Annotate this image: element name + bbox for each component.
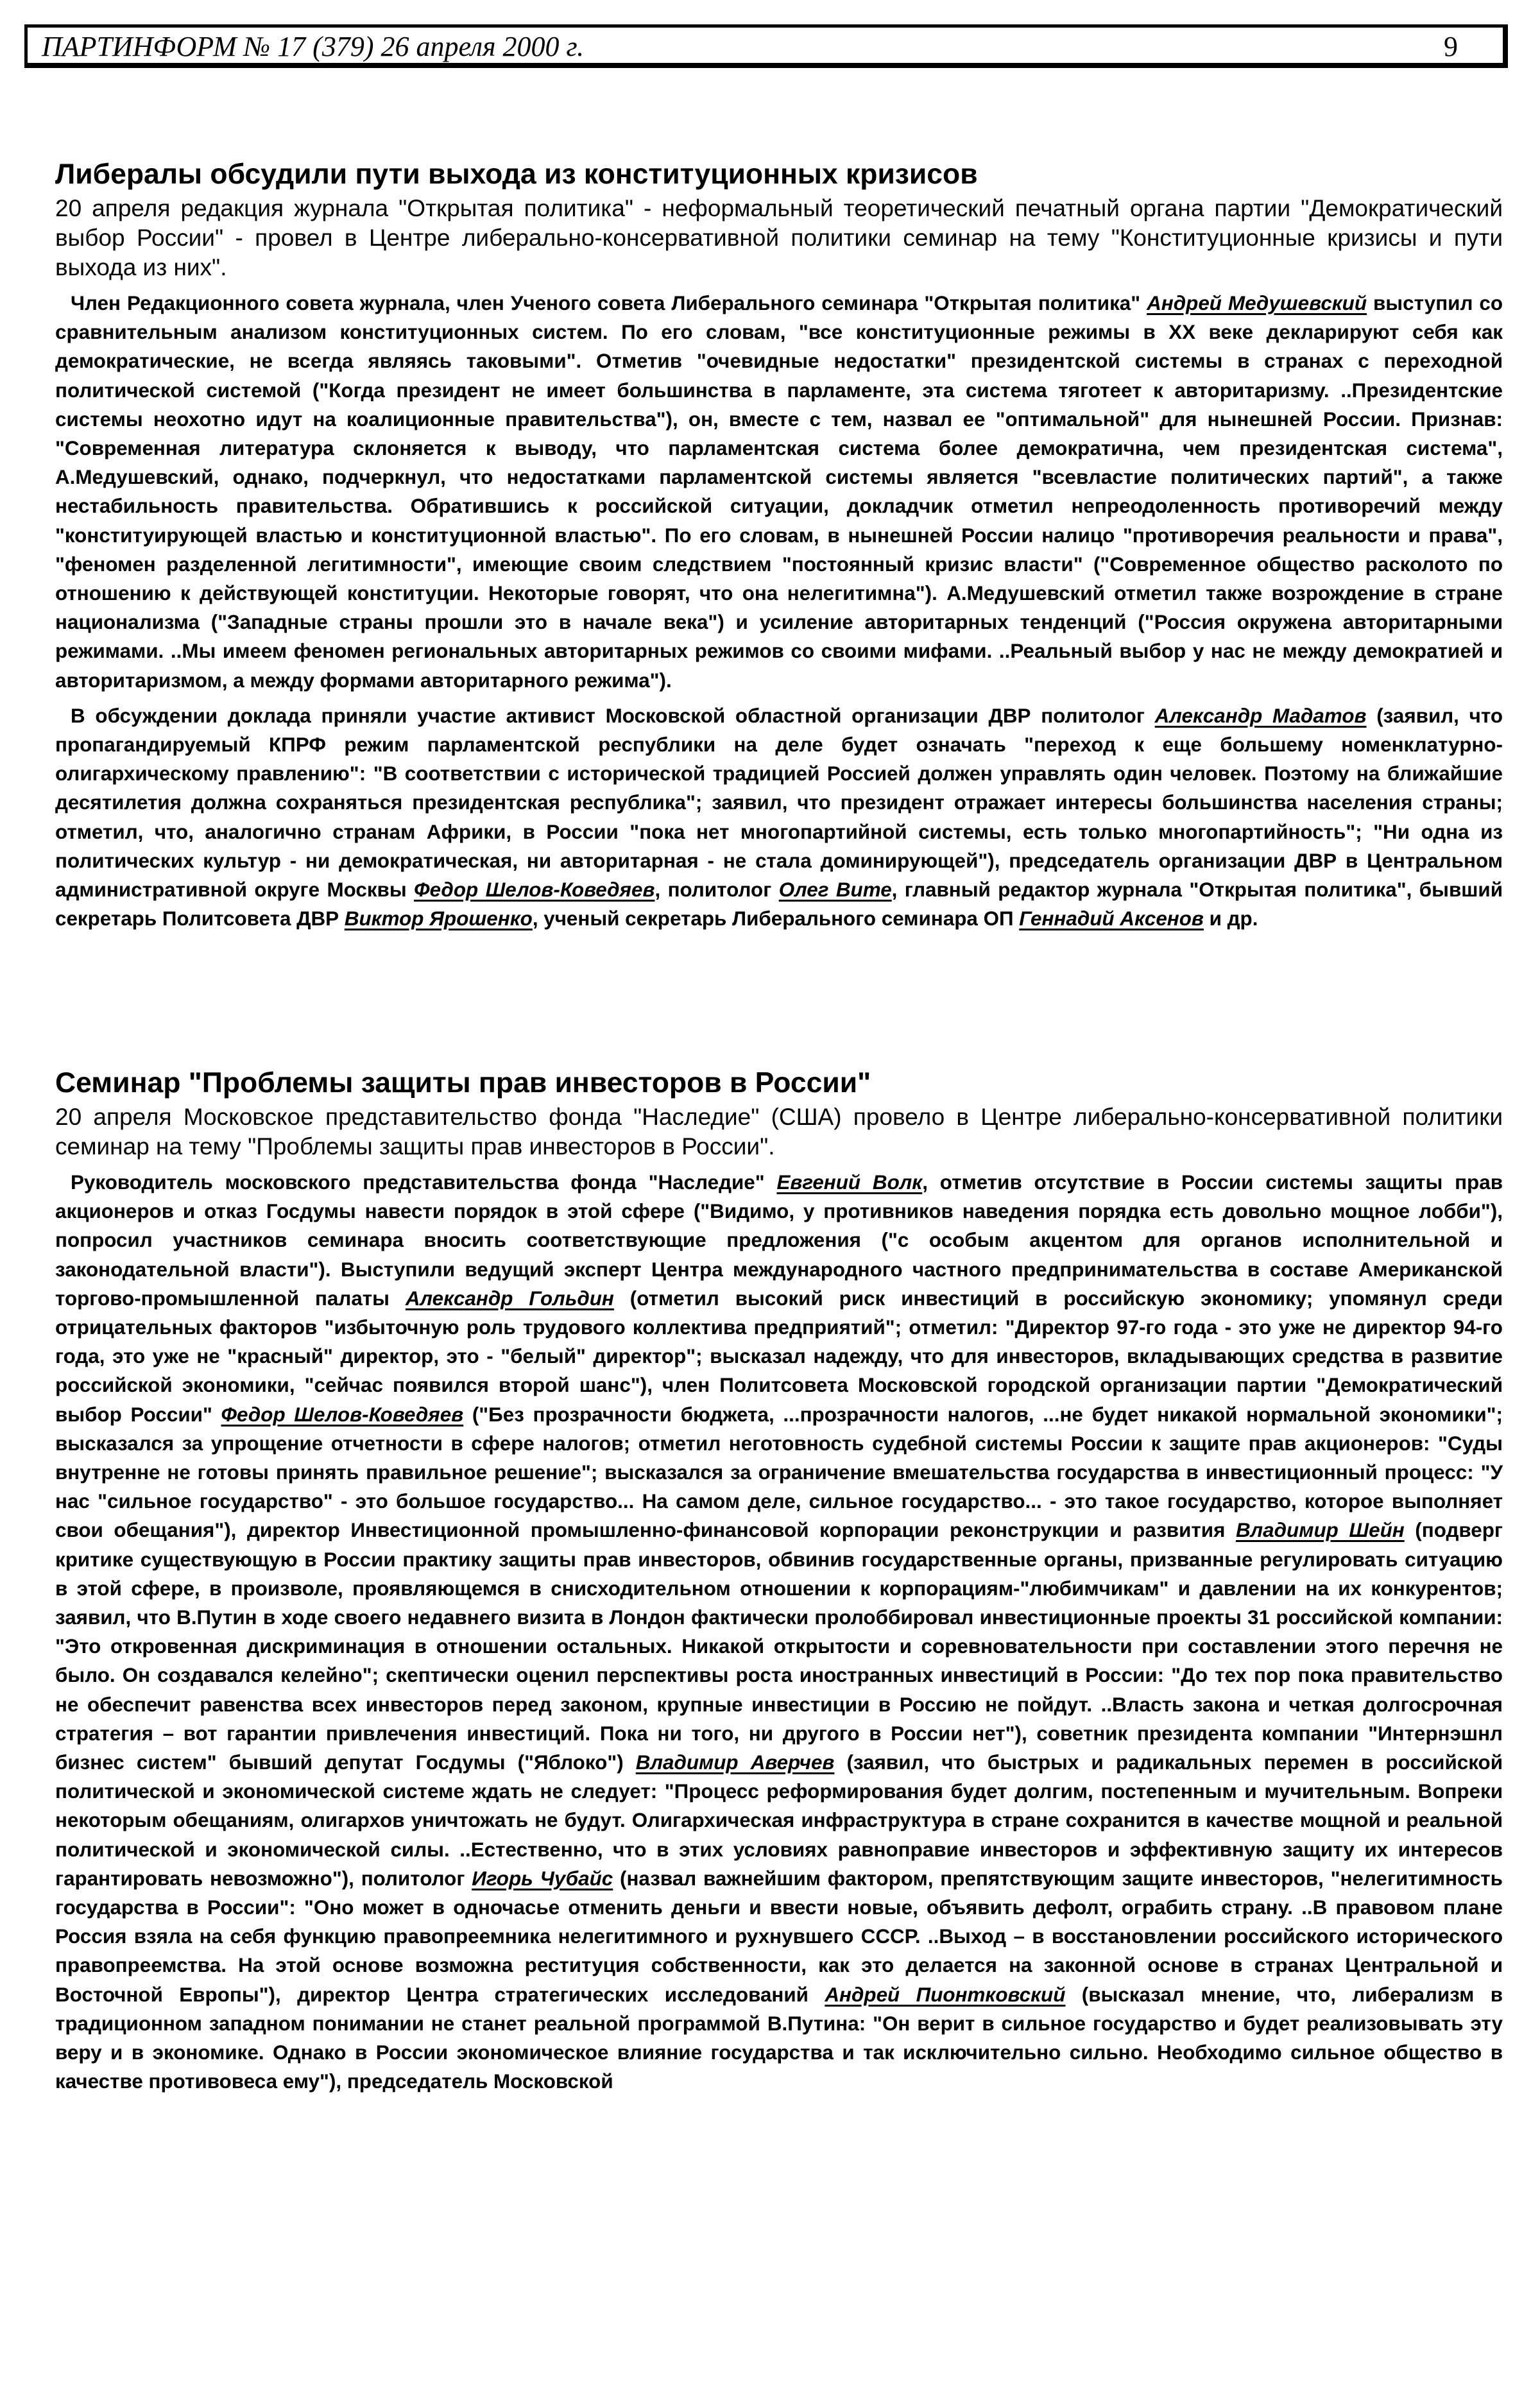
person-name: Андрей Медушевский bbox=[1147, 292, 1367, 314]
person-name: Евгений Волк bbox=[776, 1171, 923, 1194]
person-name: Виктор Ярошенко bbox=[344, 907, 533, 930]
article-liberals-seminar bbox=[55, 158, 1503, 933]
text-run: В обсуждении доклада приняли участие активист Московской областной организации ДВР политолог bbox=[71, 704, 1155, 727]
person-name: Владимир Аверчев bbox=[635, 1751, 835, 1774]
article-paragraph bbox=[55, 701, 1503, 934]
text-run: (заявил, что пропагандируемый КПРФ режим парламентской республики на деле будет означать "переход к еще большему номенклатурно-олигархическому правлению": "В соответствии с исторической традицией Россией должен управлять один человек. Поэтому на ближайшие десятилетия должна сохраняться президентская республика"; заявил, что президент отражает интересы большинства населения страны; отметил, что, аналогично странам Африки, в России "пока нет многопартийной системы, есть только многопартийность"; "Ни одна из политических культур - ни демократическая, ни авторитарная - не стала доминирующей"), председатель организации ДВР в Центральном административной округе Москвы bbox=[55, 704, 1503, 902]
text-run: , главный редактор журнала "Открытая политика", бывший секретарь Политсовета ДВР bbox=[55, 878, 1503, 930]
text-run: выступил со сравнительным анализом конституционных систем. По его словам, "все конституционные режимы в XX веке декларируют себя как демократические, не всегда являясь таковыми". Отметив "очевидные недостатки" президентской системы в странах с переходной политической системой ("Когда президент не имеет большинства в парламенте, эта система тяготеет к авторитаризму. ..Президентские системы неохотно идут на коалиционные правительства"), он, вместе с тем, назвал ее "оптимальной" для нынешней России. Признав: "Современная литература склоняется к выводу, что парламентская система более демократична, чем президентская система", А.Медушевский, однако, подчеркнул, что недостатками парламентской системы является "всевластие политических партий", а также нестабильность правительства. Обратившись к российской ситуации, докладчик отметил непреодоленность противоречий между "конституирующей властью и конституционной властью". По его словам, в нынешней России налицо "противоречия реальности и права", "феномен разделенной легитимности", имеющие своим следствием "постоянный кризис власти" ("Современное общество расколото по отношению к действующей конституции. Некоторые говорят, что она нелегитимна"). А.Медушевский отметил также возрождение в стране национализма ("Западные страны прошли это в начале века") и усиление авторитарных тенденций ("Россия окружена авторитарными режимами. ..Мы имеем феномен региональных авторитарных режимов со своими мифами. ..Реальный выбор у нас не между демократией и авторитаризмом, а между формами авторитарного режима"). bbox=[55, 292, 1503, 692]
article-lead: 20 апреля Московское представительство фонда "Наследие" (США) провело в Центре либерально-консервативной политики семинар на тему "Проблемы защиты прав инвесторов в России". bbox=[55, 1104, 1503, 1160]
page-number: 9 bbox=[1444, 31, 1458, 62]
article-paragraph bbox=[55, 289, 1503, 695]
person-name: Федор Шелов-Коведяев bbox=[221, 1403, 464, 1426]
text-run: Руководитель московского представительства фонда "Наследие" bbox=[71, 1171, 777, 1194]
person-name: Игорь Чубайс bbox=[472, 1867, 613, 1890]
text-run: (подверг критике существующую в России практику защиты прав инвесторов, обвинив государственные органы, призванные регулировать ситуацию в этой сфере, в произволе, проявляющемся в снисходительном отношении к корпорациям-"любимчикам" и давлении на их конкурентов; заявил, что В.Путин в ходе своего недавнего визита в Лондон фактически пролоббировал инвестиционные проекты 31 российской компании: "Это откровенная дискриминация в отношении остальных. Никакой открытости и соревновательности при составлении этого перечня не было. Он создавался келейно"; скептически оценил перспективы роста иностранных инвестиций в России: "До тех пор пока правительство не обеспечит равенства всех инвесторов перед законом, крупные инвестиции в Россию не пойдут. ..Власть закона и четкая долгосрочная стратегия – вот гарантии привлечения инвестиций. Пока ни того, ни другого в России нет"), советник президента компании "Интернэшнл бизнес систем" бывший депутат Госдумы ("Яблоко") bbox=[55, 1519, 1503, 1774]
person-name: Александр Гольдин bbox=[405, 1287, 614, 1310]
person-name: Владимир Шейн bbox=[1235, 1519, 1405, 1542]
text-run: (назвал важнейшим фактором, препятствующим защите инвесторов, "нелегитимность государства в России": "Оно может в одночасье отменить деньги и ввести новые, объявить дефолт, ограбить страну. ..В правовом плане Россия взяла на себя функцию правопреемника нелегитимного и рухнувшего СССР. ..Выход – в восстановлении российского исторического правопреемства. На этой основе возможна реституция собственности, как это делается на законной основе в странах Центральной и Восточной Европы"), директор Центра стратегических исследований bbox=[55, 1867, 1503, 2006]
page-header bbox=[24, 24, 1508, 68]
text-run: , ученый секретарь Либерального семинара ОП bbox=[532, 907, 1020, 930]
text-run: (заявил, что быстрых и радикальных перемен в российской политической и экономической системе ждать не следует: "Процесс реформирования будет долгим, постепенным и мучительным. Вопреки некоторым обещаниям, олигархов уничтожать не будут. Олигархическая инфраструктура в стране сохранится в качестве мощной и реальной политической и экономической силы. ..Естественно, что в этих условиях равноправие инвесторов и эффективную защиту их интересов гарантировать невозможно"), политолог bbox=[55, 1751, 1503, 1890]
text-run: (отметил высокий риск инвестиций в российскую экономику; упомянул среди отрицательных факторов "избыточную роль трудового коллектива предприятий"; отметил: "Директор 97-го года - это уже не директор 94-го года, это уже не "красный" директор, это - "белый" директор"; высказал надежду, что для инвесторов, вкладывающих средства в развитие российской экономики, "сейчас появился второй шанс"), член Политсовета Московской городской организации партии "Демократический выбор России" bbox=[55, 1287, 1503, 1426]
article-title: Либералы обсудили пути выхода из конституционных кризисов bbox=[55, 159, 978, 190]
text-run: ("Без прозрачности бюджета, ...прозрачности налогов, ...не будет никакой нормальной экономики"; высказался за упрощение отчетности в сфере налогов; отметил неготовность судебной системы России к защите прав акционеров: "Суды внутренне не готовы принять правильное решение"; высказался за ограничение вмешательства государства в инвестиционный процесс: "У нас "сильное государство" - это большое государство... На самом деле, сильное государство... - это такое государство, которое выполняет свои обещания"), директор Инвестиционной промышленно-финансовой корпорации реконструкции и развития bbox=[55, 1403, 1503, 1542]
publication-title: ПАРТИНФОРМ № 17 (379) 26 апреля 2000 г. bbox=[42, 31, 585, 62]
person-name: Андрей Пионтковский bbox=[825, 1983, 1066, 2006]
text-run: , политолог bbox=[654, 878, 779, 902]
text-run: и др. bbox=[1203, 907, 1258, 930]
person-name: Геннадий Аксенов bbox=[1019, 907, 1204, 930]
person-name: Федор Шелов-Коведяев bbox=[414, 878, 655, 902]
text-run: (высказал мнение, что, либерализм в традиционном западном понимании не станет реальной программой В.Путина: "Он верит в сильное государство и будет реализовывать эту веру и в экономике. Однако в России экономическое влияние государства и так исключительно сильно. Необходимо сильное общество в качестве противовеса ему"), председатель Московской bbox=[55, 1983, 1503, 2093]
person-name: Александр Мадатов bbox=[1154, 704, 1367, 727]
article-paragraph bbox=[55, 1168, 1503, 2096]
article-investor-rights-seminar bbox=[55, 1067, 1503, 2096]
article-lead: 20 апреля редакция журнала "Открытая политика" - неформальный теоретический печатный органа партии "Демократический выбор России" - провел в Центре либерально-консервативной политики семинар на тему "Конституционные кризисы и пути выхода из них". bbox=[55, 195, 1503, 280]
text-run: Член Редакционного совета журнала, член Ученого совета Либерального семинара "Открытая политика" bbox=[71, 292, 1147, 314]
article-title: Семинар "Проблемы защиты прав инвесторов в России" bbox=[55, 1067, 871, 1099]
person-name: Олег Вите bbox=[778, 878, 892, 902]
text-run: , отметив отсутствие в России системы защиты прав акционеров и отказ Госдумы навести порядок в этой сфере ("Видимо, у противников наведения порядка есть довольно мощное лобби"), попросил участников семинара вносить соответствующие предложения ("с особым акцентом для органов исполнительной и законодательной власти"). Выступили ведущий эксперт Центра международного частного предпринимательства в составе Американской торгово-промышленной палаты bbox=[55, 1171, 1503, 1310]
